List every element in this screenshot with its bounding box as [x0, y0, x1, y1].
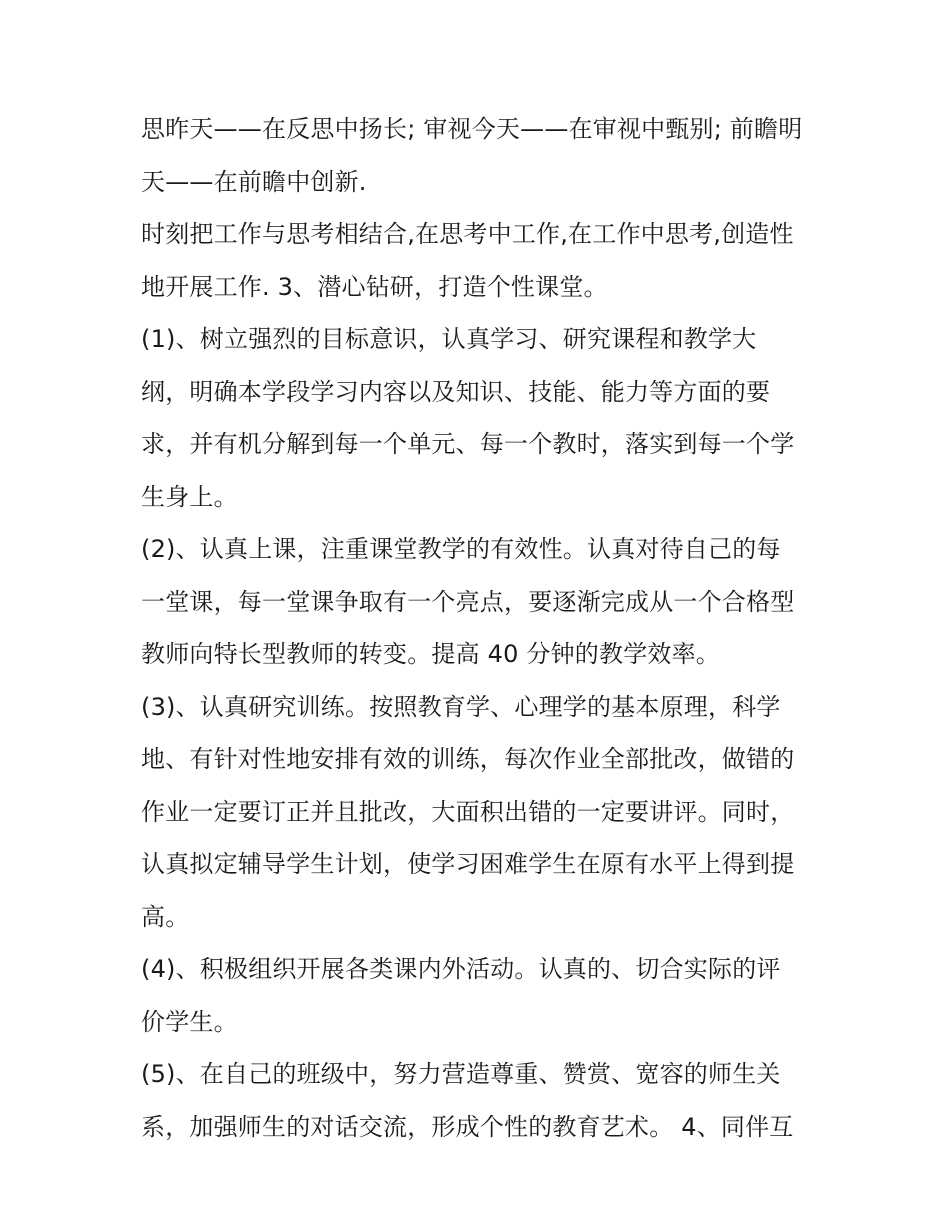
text-line: 思昨天——在反思中扬长; 审视今天——在审视中甄别; 前瞻明 [141, 115, 803, 143]
text-line: 生身上。 [141, 482, 238, 511]
text-line: 纲，明确本学段学习内容以及知识、技能、能力等方面的要 [141, 377, 771, 406]
text-line: 教师向特长型教师的转变。提高 40 分钟的教学效率。 [141, 640, 720, 668]
text-line: (5)、在自己的班级中，努力营造尊重、赞赏、宽容的师生关 [141, 1060, 781, 1088]
text-line: (2)、认真上课，注重课堂教学的有效性。认真对待自己的每 [141, 535, 781, 563]
text-line: 时刻把工作与思考相结合,在思考中工作,在工作中思考,创造性 [141, 220, 794, 248]
text-line: 地开展工作. 3、潜心钻研，打造个性课堂。 [141, 272, 608, 301]
text-line: 价学生。 [141, 1007, 238, 1036]
text-line: 一堂课，每一堂课争取有一个亮点，要逐渐完成从一个合格型 [141, 587, 795, 616]
text-line: 地、有针对性地安排有效的训练，每次作业全部批改，做错的 [141, 745, 795, 773]
text-line: (1)、树立强烈的目标意识，认真学习、研究课程和教学大 [141, 325, 757, 353]
body-text [141, 103, 821, 1153]
text-line: 作业一定要订正并且批改，大面积出错的一定要讲评。同时， [141, 797, 795, 826]
text-line: 认真拟定辅导学生计划，使学习困难学生在原有水平上得到提 [141, 850, 795, 878]
text-line: 系，加强师生的对话交流，形成个性的教育艺术。 4、同伴互 [141, 1112, 794, 1141]
text-line: 高。 [141, 902, 190, 931]
text-line: 求，并有机分解到每一个单元、每一个教时，落实到每一个学 [141, 430, 795, 458]
text-line: (3)、认真研究训练。按照教育学、心理学的基本原理，科学 [141, 692, 781, 721]
text-line: (4)、积极组织开展各类课内外活动。认真的、切合实际的评 [141, 955, 781, 983]
text-line: 天——在前瞻中创新. [141, 167, 367, 196]
